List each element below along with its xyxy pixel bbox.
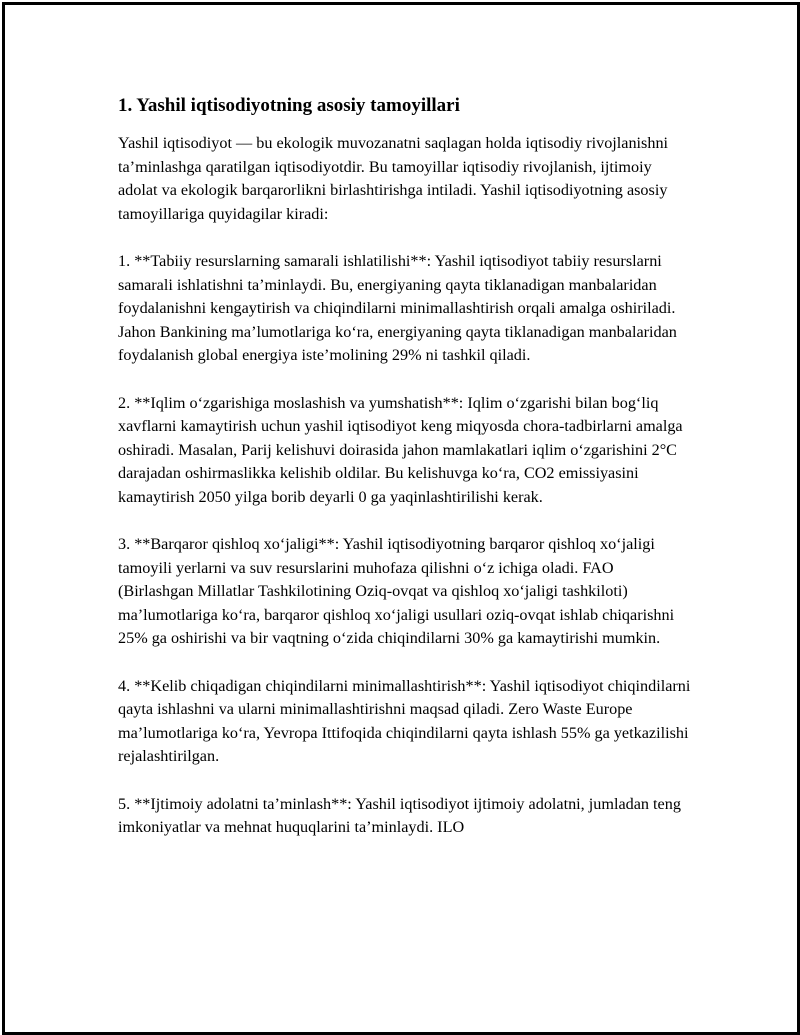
principle-2-paragraph: 2. **Iqlim o‘zgarishiga moslashish va yumshatish**: Iqlim o‘zgarishi bilan bog‘liq xavflarni kamaytirish uchun yashil iqtisodiyot keng miqyosda chora-tadbirlarni amalga oshiradi. Masalan, Parij kelishuvi doirasida jahon mamlakatlari iqlim o‘zgarishini 2°C darajadan oshirmaslikka kelishib oldilar. Bu kelishuvga ko‘ra, CO2 emissiyasini kamaytirish 2050 yilga borib deyarli 0 ga yaqinlashtirilishi kerak.	[118, 393, 683, 506]
principle-1-paragraph: 1. **Tabiiy resurslarning samarali ishlatilishi**: Yashil iqtisodiyot tabiiy resurslarni samarali ishlatishni ta’minlaydi. Bu, energiyaning qayta tiklanadigan manbalaridan foydalanishni kengaytirish va chiqindilarni minimallashtirish orqali amalga oshiriladi. Jahon Bankining ma’lumotlariga ko‘ra, energiyaning qayta tiklanadigan manbalaridan foydalanish global energiya iste’molining 29% ni tashkil qiladi.	[118, 251, 677, 365]
principle-3-paragraph: 3. **Barqaror qishloq xo‘jaligi**: Yashil iqtisodiyotning barqaror qishloq xo‘jaligi tamoyili yerlarni va suv resurslarini muhofaza qilishni o‘z ichiga oladi. FAO (Birlashgan Millatlar Tashkilotining Oziq-ovqat va qishloq xo‘jaligi tashkiloti) ma’lumotlariga ko‘ra, barqaror qishloq xo‘jaligi usullari oziq-ovqat ishlab chiqarishni 25% ga oshirishi va bir vaqtning o‘zida chiqindilarni 30% ga kamaytirishi mumkin.	[118, 535, 675, 648]
principle-4-paragraph: 4. **Kelib chiqadigan chiqindilarni minimallashtirish**: Yashil iqtisodiyot chiqindilarni qayta ishlashni va ularni minimallashtirishni maqsad qiladi. Zero Waste Europe ma’lumotlariga ko‘ra, Yevropa Ittifoqida chiqindilarni qayta ishlash 55% ga yetkazilishi rejalashtirilgan.	[118, 676, 691, 766]
document-body	[118, 94, 693, 863]
intro-paragraph: Yashil iqtisodiyot — bu ekologik muvozanatni saqlagan holda iqtisodiy rivojlanishni ta’minlashga qaratilgan iqtisodiyotdir. Bu tamoyillar iqtisodiy rivojlanish, ijtimoiy adolat va ekologik barqarorlikni birlashtirishga intiladi. Yashil iqtisodiyotning asosiy tamoyillariga quyidagilar kiradi:	[118, 134, 669, 223]
section-heading: 1. Yashil iqtisodiyotning asosiy tamoyillari	[118, 95, 460, 116]
principle-5-paragraph: 5. **Ijtimoiy adolatni ta’minlash**: Yashil iqtisodiyot ijtimoiy adolatni, jumladan teng imkoniyatlar va mehnat huquqlarini ta’minlaydi. ILO	[118, 794, 681, 837]
